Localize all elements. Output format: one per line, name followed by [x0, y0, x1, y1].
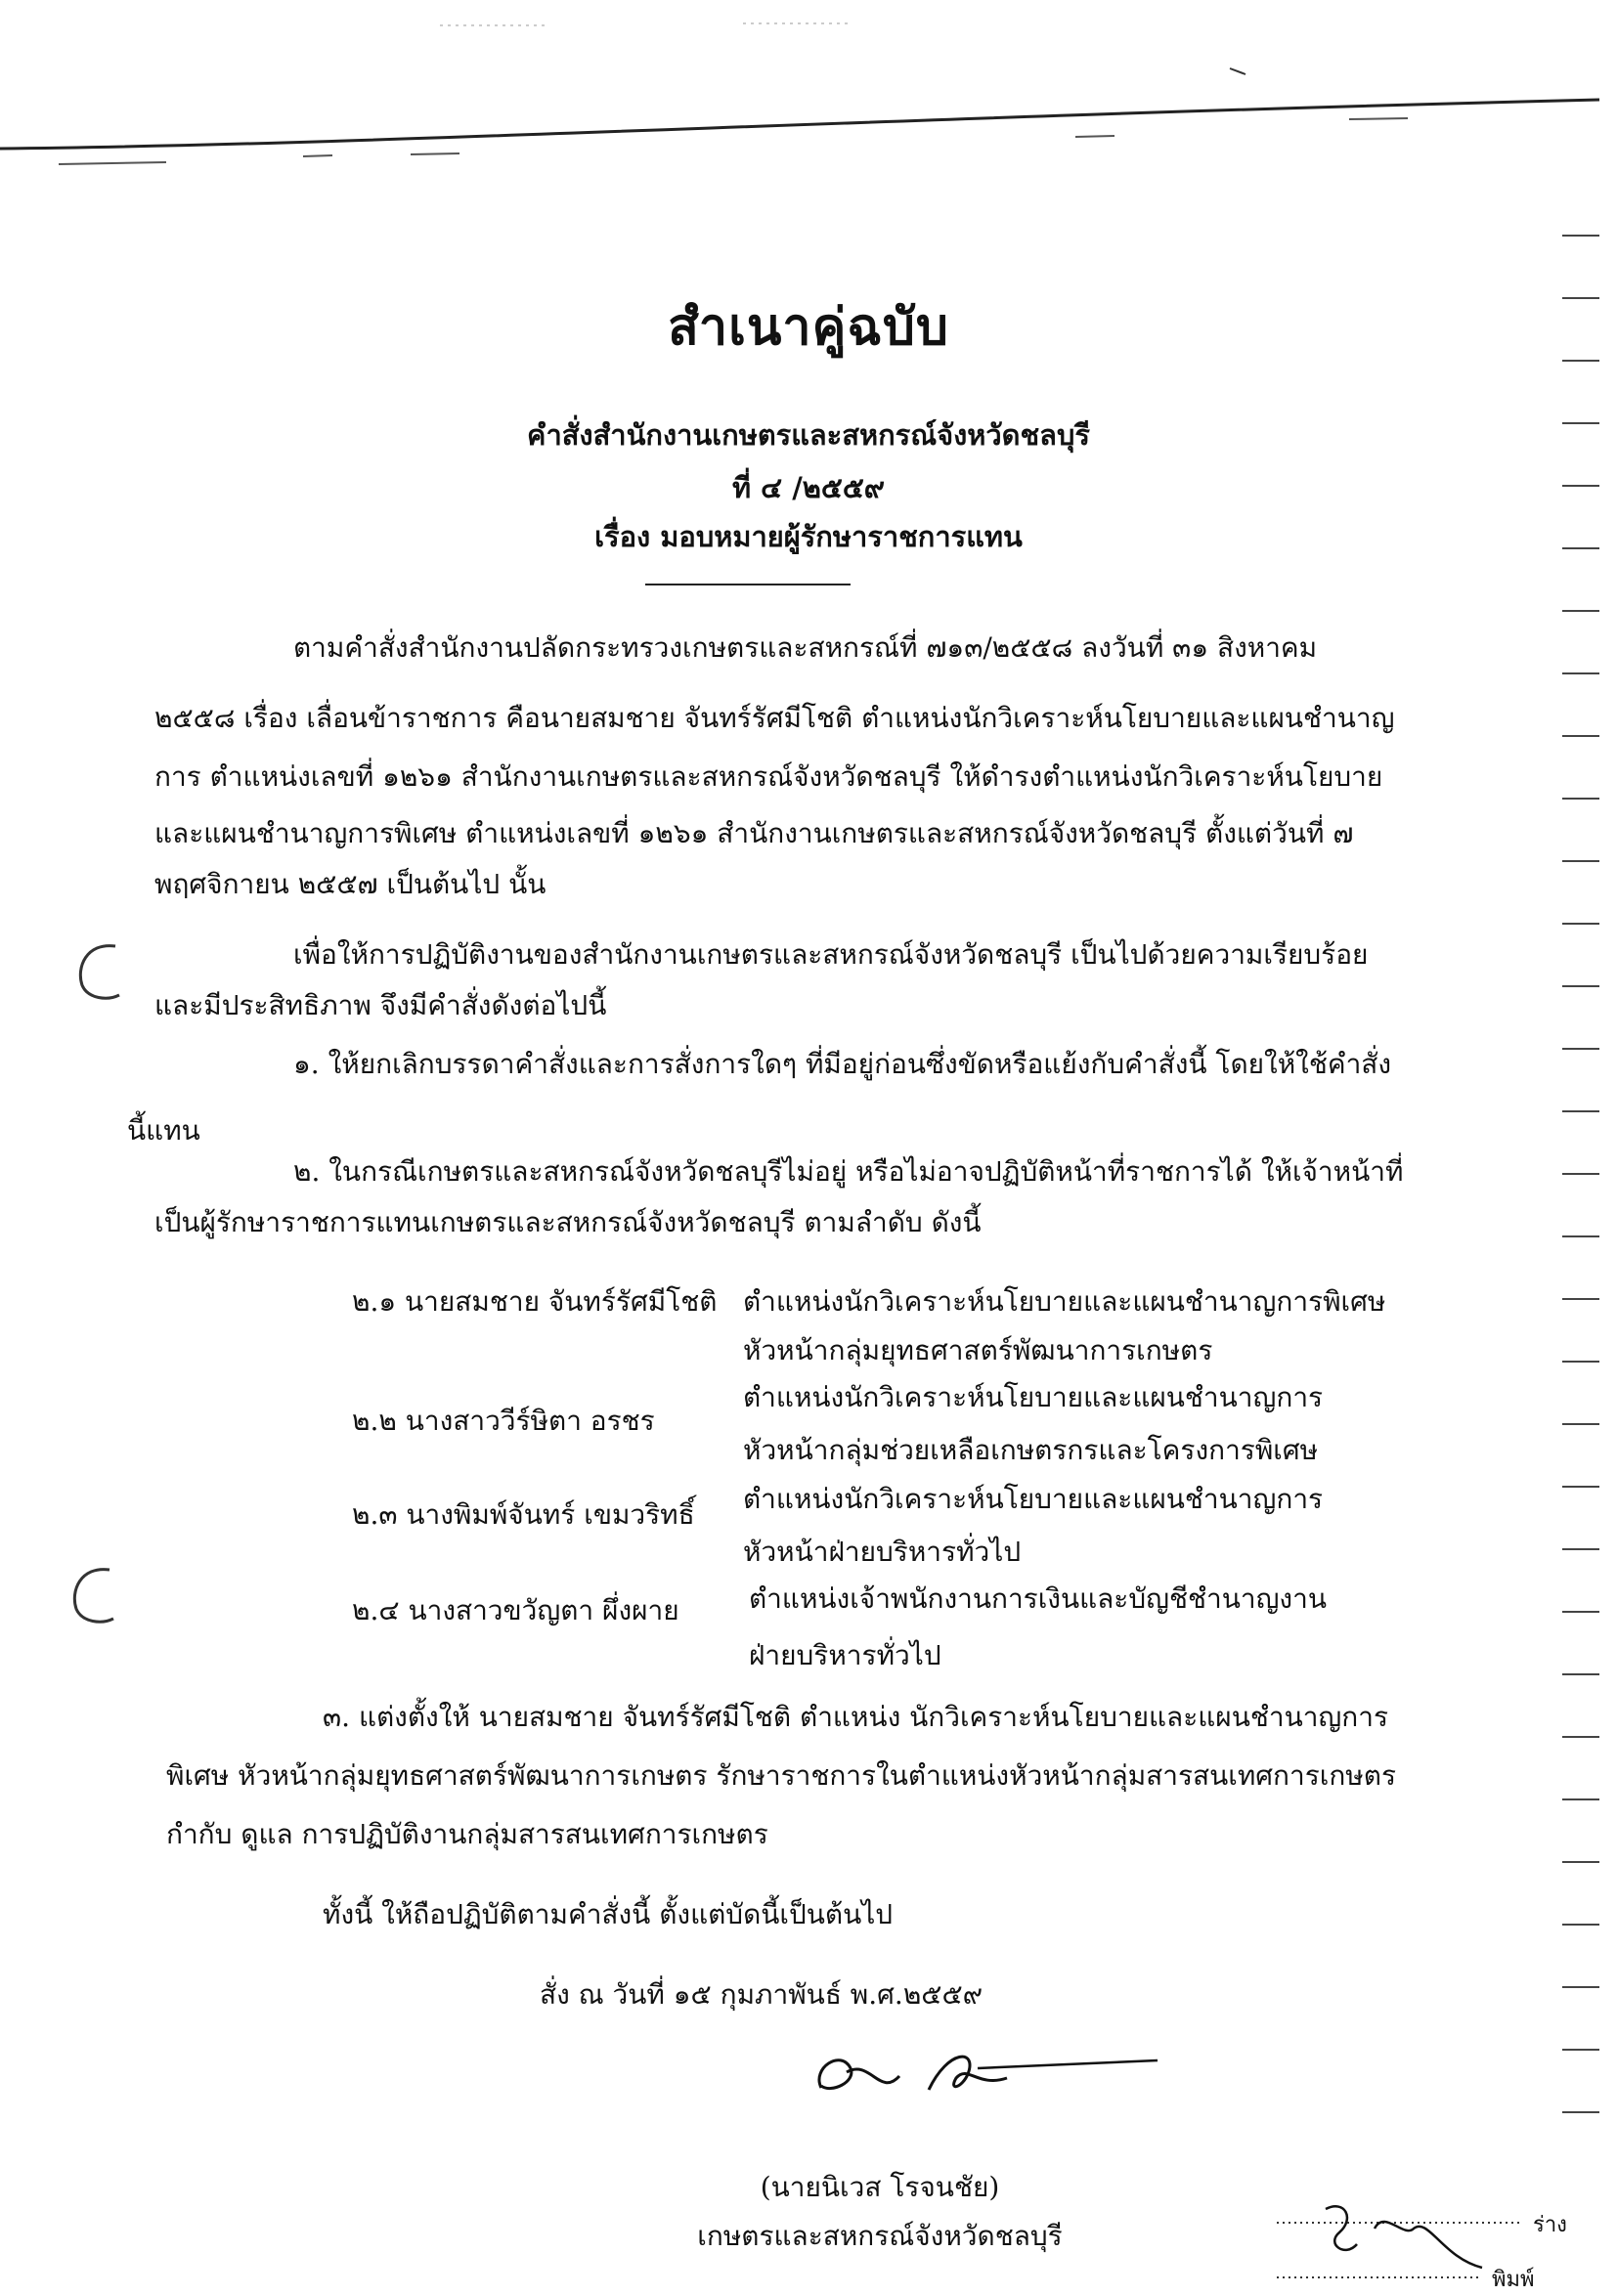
margin-dash [1562, 1486, 1599, 1488]
margin-dash [1562, 1173, 1599, 1175]
acting-position-3a: ตำแหน่งนักวิเคราะห์นโยบายและแผนชำนาญการ [743, 1483, 1324, 1515]
margin-dash [1562, 1235, 1599, 1237]
margin-dash [1562, 1611, 1599, 1613]
para1-line5: พฤศจิกายน ๒๕๕๗ เป็นต้นไป นั้น [154, 868, 546, 900]
signatory-title: เกษตรและสหกรณ์จังหวัดชลบุรี [697, 2220, 1063, 2252]
margin-dash [1562, 1861, 1599, 1863]
margin-dash [1562, 1673, 1599, 1675]
order-heading: คำสั่งสำนักงานเกษตรและสหกรณ์จังหวัดชลบุรี [527, 418, 1090, 452]
clause1-line2: นี้แทน [127, 1114, 200, 1147]
draft-label: ร่าง [1533, 2213, 1567, 2237]
para1-line1: ตามคำสั่งสำนักงานปลัดกระทรวงเกษตรและสหกรณ์ที่ ๗๑๓/๒๕๕๘ ลงวันที่ ๓๑ สิงหาคม [293, 631, 1318, 664]
margin-dash [1562, 985, 1599, 987]
punch-hole-upper [68, 938, 127, 1007]
acting-position-1b: หัวหน้ากลุ่มยุทธศาสตร์พัฒนาการเกษตร [743, 1334, 1213, 1366]
acting-position-4a: ตำแหน่งเจ้าพนักงานการเงินและบัญชีชำนาญงาน [749, 1582, 1327, 1615]
acting-position-2a: ตำแหน่งนักวิเคราะห์นโยบายและแผนชำนาญการ [743, 1381, 1324, 1413]
para2-line2: และมีประสิทธิภาพ จึงมีคำสั่งดังต่อไปนี้ [154, 989, 607, 1021]
typed-label: พิมพ์ [1492, 2268, 1535, 2292]
heading-rule [645, 584, 851, 585]
order-date: สั่ง ณ วันที่ ๑๕ กุมภาพันธ์ พ.ศ.๒๕๕๙ [540, 1978, 983, 2011]
margin-dash [1562, 798, 1599, 800]
order-subject: เรื่อง มอบหมายผู้รักษาราชการแทน [594, 520, 1023, 553]
margin-dash [1562, 860, 1599, 862]
margin-dash [1562, 235, 1599, 237]
para1-line3: การ ตำแหน่งเลขที่ ๑๒๖๑ สำนักงานเกษตรและสหกรณ์จังหวัดชลบุรี ให้ดำรงตำแหน่งนักวิเคราะห์นโยบาย [154, 760, 1383, 793]
margin-dash [1562, 923, 1599, 925]
margin-dash [1562, 1423, 1599, 1425]
closing-statement: ทั้งนี้ ให้ถือปฏิบัติตามคำสั่งนี้ ตั้งแต่บัดนี้เป็นต้นไป [323, 1898, 894, 1930]
para1-line2: ๒๕๕๘ เรื่อง เลื่อนข้าราชการ คือนายสมชาย จันทร์รัศมีโชติ ตำแหน่งนักวิเคราะห์นโยบายและแผนชำนาญ [154, 702, 1395, 734]
margin-dash [1562, 672, 1599, 674]
margin-dash [1562, 2111, 1599, 2113]
acting-name-3: ๒.๓ นางพิมพ์จันทร์ เขมวริทธิ์ [352, 1498, 695, 1531]
margin-dash [1562, 1298, 1599, 1300]
margin-dash [1562, 735, 1599, 737]
clause3-line2: พิเศษ หัวหน้ากลุ่มยุทธศาสตร์พัฒนาการเกษตร รักษาราชการในตำแหน่งหัวหน้ากลุ่มสารสนเทศการเกษตร [166, 1759, 1396, 1792]
document-title: สำเนาคู่ฉบับ [668, 297, 949, 357]
margin-dash [1562, 1048, 1599, 1050]
clause2-line2: เป็นผู้รักษาราชการแทนเกษตรและสหกรณ์จังหวัดชลบุรี ตามลำดับ ดังนี้ [154, 1206, 982, 1238]
margin-dash [1562, 1548, 1599, 1550]
margin-dash [1562, 610, 1599, 612]
handwritten-signature [782, 2029, 1163, 2117]
acting-name-2: ๒.๒ นางสาววีร์ษิตา อรชร [352, 1405, 655, 1437]
acting-position-1a: ตำแหน่งนักวิเคราะห์นโยบายและแผนชำนาญการพิเศษ [743, 1285, 1386, 1318]
clause3-line3: กำกับ ดูแล การปฏิบัติงานกลุ่มสารสนเทศการเกษตร [166, 1818, 768, 1850]
margin-dash [1562, 1924, 1599, 1926]
margin-dash [1562, 2049, 1599, 2051]
order-number: ที่ ๔ /๒๕๕๙ [731, 471, 886, 504]
acting-position-2b: หัวหน้ากลุ่มช่วยเหลือเกษตรกรและโครงการพิเศษ [743, 1434, 1319, 1466]
margin-dash [1562, 1110, 1599, 1112]
punch-hole-lower [63, 1562, 121, 1630]
acting-position-4b: ฝ่ายบริหารทั่วไป [749, 1639, 941, 1671]
acting-name-4: ๒.๔ นางสาวขวัญตา ผึ่งผาย [352, 1594, 679, 1626]
para2-line1: เพื่อให้การปฏิบัติงานของสำนักงานเกษตรและสหกรณ์จังหวัดชลบุรี เป็นไปด้วยความเรียบร้อย [293, 938, 1369, 971]
clause1-line1: ๑. ให้ยกเลิกบรรดาคำสั่งและการสั่งการใดๆ ที่มีอยู่ก่อนซึ่งขัดหรือแย้งกับคำสั่งนี้ โดยให้ใช้คำสั่ง [293, 1048, 1392, 1080]
margin-dash [1562, 1361, 1599, 1363]
margin-dash [1562, 1798, 1599, 1800]
clause3-line1: ๓. แต่งตั้งให้ นายสมชาย จันทร์รัศมีโชติ ตำแหน่ง นักวิเคราะห์นโยบายและแผนชำนาญการ [323, 1701, 1389, 1733]
acting-name-1: ๒.๑ นายสมชาย จันทร์รัศมีโชติ [352, 1285, 718, 1318]
margin-dash [1562, 1986, 1599, 1988]
signatory-name: (นายนิเวส โรจนชัย) [760, 2171, 1000, 2203]
para1-line4: และแผนชำนาญการพิเศษ ตำแหน่งเลขที่ ๑๒๖๑ สำนักงานเกษตรและสหกรณ์จังหวัดชลบุรี ตั้งแต่วันที่ ๗ [154, 817, 1354, 849]
acting-position-3b: หัวหน้าฝ่ายบริหารทั่วไป [743, 1536, 1022, 1568]
margin-dash [1562, 1736, 1599, 1738]
clause2-line1: ๒. ในกรณีเกษตรและสหกรณ์จังหวัดชลบุรีไม่อยู่ หรือไม่อาจปฏิบัติหน้าที่ราชการได้ ให้เจ้าหน้าที่ [293, 1155, 1404, 1188]
